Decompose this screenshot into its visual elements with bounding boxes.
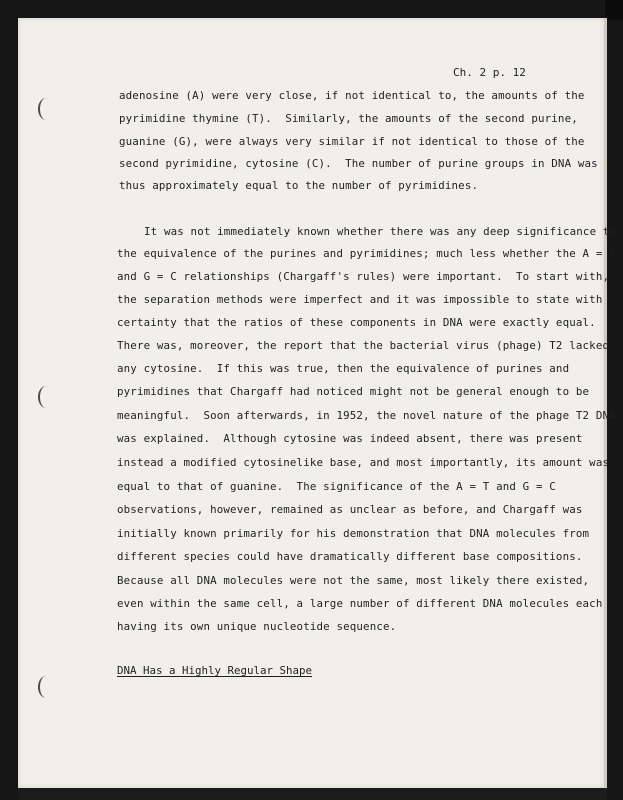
text-line: observations, however, remained as unclear as before, and Chargaff was bbox=[117, 503, 583, 516]
text-line: certainty that the ratios of these components in DNA were exactly equal. bbox=[117, 316, 596, 329]
text-line: meaningful. Soon afterwards, in 1952, the novel nature of the phage T2 DNA bbox=[117, 409, 616, 422]
scan-corner bbox=[605, 0, 623, 20]
text-line: and G = C relationships (Chargaff's rules) were important. To start with, bbox=[117, 270, 610, 283]
page-edge bbox=[604, 18, 607, 788]
binder-hole-mark bbox=[38, 676, 54, 698]
text-line: any cytosine. If this was true, then the equivalence of purines and bbox=[117, 362, 570, 375]
text-line: It was not immediately known whether there was any deep significance to bbox=[144, 225, 617, 238]
text-line: was explained. Although cytosine was indeed absent, there was present bbox=[117, 432, 583, 445]
text-line: the equivalence of the purines and pyrimidines; much less whether the A = T bbox=[117, 247, 616, 260]
text-line: instead a modified cytosinelike base, and most importantly, its amount was bbox=[117, 456, 610, 469]
text-line: guanine (G), were always very similar if not identical to those of the bbox=[119, 135, 585, 148]
text-line: second pyrimidine, cytosine (C). The number of purine groups in DNA was bbox=[119, 157, 598, 170]
binder-hole-mark bbox=[38, 98, 54, 120]
text-line: different species could have dramatically different base compositions. bbox=[117, 550, 583, 563]
text-line: thus approximately equal to the number of pyrimidines. bbox=[119, 179, 479, 192]
binder-hole-mark bbox=[38, 386, 54, 408]
text-line: the separation methods were imperfect and it was impossible to state with bbox=[117, 293, 603, 306]
text-line: equal to that of guanine. The significance of the A = T and G = C bbox=[117, 480, 556, 493]
text-line: having its own unique nucleotide sequence. bbox=[117, 620, 397, 633]
text-line: There was, moreover, the report that the bacterial virus (phage) T2 lacked bbox=[117, 339, 610, 352]
text-line: initially known primarily for his demonstration that DNA molecules from bbox=[117, 527, 590, 540]
scan-bottom-edge bbox=[18, 788, 607, 800]
text-line: Because all DNA molecules were not the same, most likely there existed, bbox=[117, 574, 590, 587]
text-line: adenosine (A) were very close, if not identical to, the amounts of the bbox=[119, 89, 585, 102]
text-line: even within the same cell, a large number of different DNA molecules each bbox=[117, 597, 603, 610]
page-header: Ch. 2 p. 12 bbox=[453, 66, 526, 79]
text-line: pyrimidines that Chargaff had noticed might not be general enough to be bbox=[117, 385, 590, 398]
section-heading: DNA Has a Highly Regular Shape bbox=[117, 664, 313, 677]
text-line: pyrimidine thymine (T). Similarly, the amounts of the second purine, bbox=[119, 112, 578, 125]
